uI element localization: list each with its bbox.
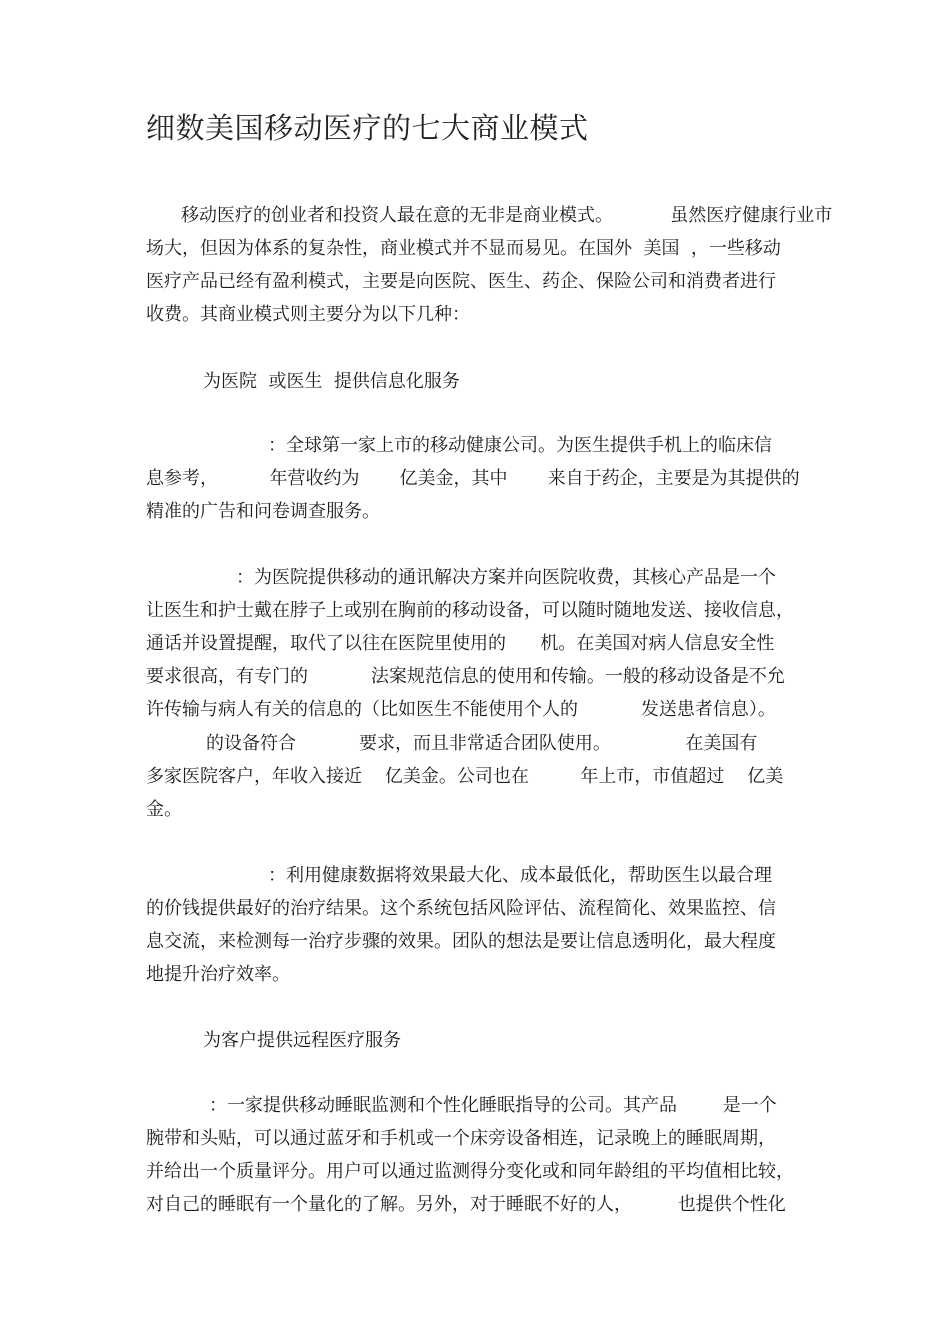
paragraph-line: 的设备符合 要求，而且非常适合团队使用。 在美国有	[206, 733, 758, 754]
paragraph-line: 对自己的睡眠有一个量化的了解。另外，对于睡眠不好的人， 也提供个性化	[146, 1194, 786, 1215]
intro-line: 医疗产品已经有盈利模式，主要是向医院、医生、药企、保险公司和消费者进行	[146, 271, 776, 292]
paragraph-line: ：利用健康数据将效果最大化、成本最低化，帮助医生以最合理	[268, 865, 772, 886]
paragraph-line: 并给出一个质量评分。用户可以通过监测得分变化或和同年龄组的平均值相比较，	[146, 1161, 794, 1182]
paragraph-line: 通话并设置提醒，取代了以往在医院里使用的 机。在美国对病人信息安全性	[146, 633, 775, 654]
paragraph-line: 多家医院客户，年收入接近 亿美金。公司也在 年上市，市值超过 亿美	[146, 766, 784, 787]
paragraph-line: ：为医院提供移动的通讯解决方案并向医院收费，其核心产品是一个	[236, 567, 776, 588]
paragraph-line: 腕带和头贴，可以通过蓝牙和手机或一个床旁设备相连，记录晚上的睡眠周期，	[146, 1128, 776, 1149]
paragraph-line: 让医生和护士戴在脖子上或别在胸前的移动设备，可以随时随地发送、接收信息，	[146, 600, 794, 621]
paragraph-line: 息参考， 年营收约为 亿美金，其中 来自于药企，主要是为其提供的	[146, 468, 800, 489]
paragraph-line: ：全球第一家上市的移动健康公司。为医生提供手机上的临床信	[268, 435, 772, 456]
paragraph-line: 的价钱提供最好的治疗结果。这个系统包括风险评估、流程简化、效果监控、信	[146, 898, 776, 919]
paragraph-line: 金。	[146, 799, 182, 820]
paragraph-line: 息交流，来检测每一治疗步骤的效果。团队的想法是要让信息透明化，最大程度	[146, 931, 776, 952]
intro-line: 移动医疗的创业者和投资人最在意的无非是商业模式。 虽然医疗健康行业市	[181, 205, 833, 226]
section-heading: 为客户提供远程医疗服务	[203, 1030, 401, 1051]
paragraph-line: 地提升治疗效率。	[146, 964, 290, 985]
intro-line: 收费。其商业模式则主要分为以下几种：	[146, 304, 470, 325]
section-heading: 为医院 或医生 提供信息化服务	[203, 371, 460, 392]
paragraph-line: ：一家提供移动睡眠监测和个性化睡眠指导的公司。其产品 是一个	[209, 1095, 777, 1116]
paragraph-line: 要求很高，有专门的 法案规范信息的使用和传输。一般的移动设备是不允	[146, 666, 785, 687]
intro-line: 场大，但因为体系的复杂性，商业模式并不显而易见。在国外 美国 ，一些移动	[146, 238, 781, 259]
document-title: 细数美国移动医疗的七大商业模式	[146, 111, 589, 145]
paragraph-line: 精准的广告和问卷调查服务。	[146, 501, 380, 522]
paragraph-line: 许传输与病人有关的信息的（比如医生不能使用个人的 发送患者信息）。	[146, 699, 776, 720]
